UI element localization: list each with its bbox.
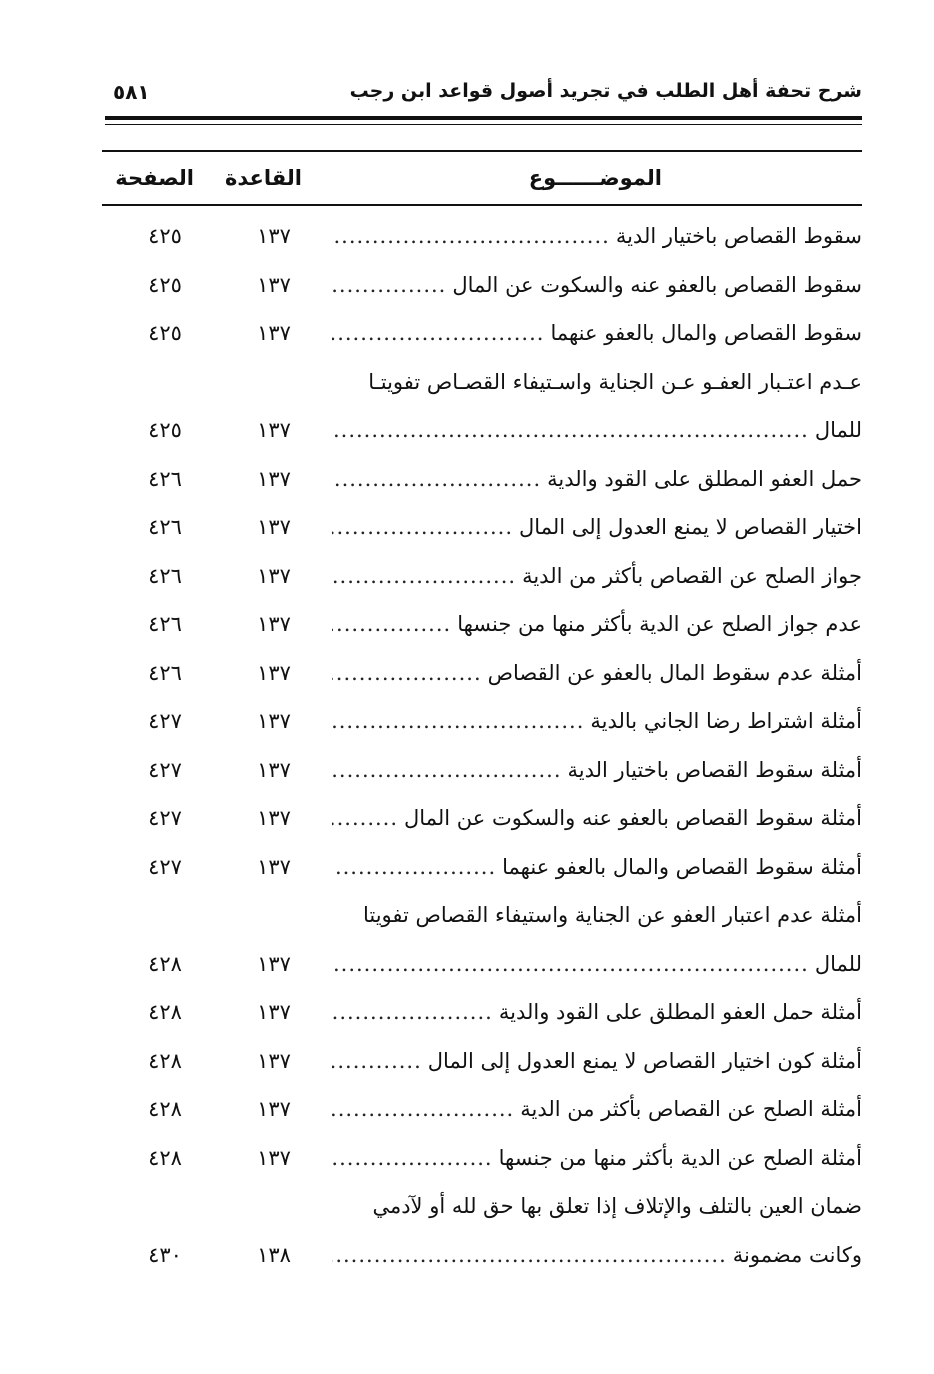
entry-rule-number: ١٣٧ (257, 1145, 291, 1170)
column-header-rule: القاعدة (225, 166, 302, 190)
entry-rule-number: ١٣٧ (257, 1097, 291, 1121)
entry-topic (332, 455, 862, 504)
entry-topic (332, 1134, 862, 1183)
entry-page-number: ٤٢٦ (148, 466, 182, 491)
entry-topic-text: سقوط القصاص بالعفو عنه والسكوت عن المال (452, 272, 862, 297)
dot-leader (332, 1037, 422, 1086)
entry-page-number: ٤٢٦ (148, 515, 182, 539)
dot-leader (332, 1134, 493, 1183)
index-entry (102, 1128, 862, 1177)
entry-page-number: ٤٢٨ (148, 1048, 182, 1073)
index-entry (102, 982, 862, 1031)
entry-rule-number: ١٣٧ (257, 466, 291, 491)
entry-topic-line2: وكانت مضمونة (732, 1242, 862, 1267)
header-rule-thick (105, 116, 862, 120)
entry-page-number: ٤٢٨ (148, 951, 182, 976)
entry-topic (332, 212, 862, 261)
book-title: شرح تحفة أهل الطلب في تجريد أصول قواعد ابن رجب (349, 80, 862, 102)
entry-topic-text: أمثلة حمل العفو المطلق على القود والدية (498, 1000, 862, 1024)
index-entry (102, 691, 862, 740)
entry-topic (332, 1085, 862, 1134)
index-entry (102, 788, 862, 837)
entry-topic-text: أمثلة سقوط القصاص والمال بالعفو عنهما (502, 854, 862, 879)
entry-page-number: ٤٢٨ (148, 1000, 182, 1024)
entry-topic-text: سقوط القصاص باختيار الدية (615, 224, 862, 248)
entry-page-number: ٤٢٨ (148, 1097, 182, 1121)
entry-page-number: ٤٢٨ (148, 1145, 182, 1170)
entry-rule-number: ١٣٧ (257, 951, 291, 976)
entry-page-number: ٤٢٧ (148, 757, 182, 782)
dot-leader (332, 843, 496, 892)
index-entry (102, 206, 862, 255)
entry-topic-text: عدم جواز الصلح عن الدية بأكثر منها من جنسها (457, 612, 862, 636)
entry-rule-number: ١٣٧ (257, 418, 291, 442)
entry-topic-text: أمثلة اشتراط رضا الجاني بالدية (590, 709, 862, 733)
entry-page-number: ٤٢٦ (148, 563, 182, 588)
entry-topic-text: أمثلة الصلح عن الدية بأكثر منها من جنسها (498, 1145, 862, 1170)
entry-topic-text: أمثلة عدم سقوط المال بالعفو عن القصاص (487, 660, 862, 685)
entry-page-number: ٤٢٦ (148, 612, 182, 636)
index-entry (102, 255, 862, 304)
entry-topic (332, 746, 862, 795)
entry-topic (332, 552, 862, 601)
entry-topic-line2: للمال (814, 951, 862, 976)
entry-rule-number: ١٣٧ (257, 224, 291, 248)
index-entry (102, 303, 862, 352)
dot-leader (332, 503, 513, 552)
index-entries (102, 206, 862, 1273)
entry-page-number: ٤٢٥ (148, 224, 182, 248)
entry-rule-number: ١٣٧ (257, 1048, 291, 1073)
entry-page-number: ٤٣٠ (148, 1242, 182, 1267)
entry-page-number: ٤٢٦ (148, 660, 182, 685)
entry-topic-text: أمثلة سقوط القصاص بالعفو عنه والسكوت عن المال (404, 806, 862, 830)
dot-leader (332, 552, 516, 601)
index-entry (102, 1031, 862, 1080)
running-header (105, 80, 862, 114)
dot-leader (332, 406, 809, 455)
entry-topic-text: حمل العفو المطلق على القود والدية (547, 466, 862, 491)
index-entry (102, 740, 862, 789)
entry-page-number: ٤٢٧ (148, 806, 182, 830)
entry-rule-number: ١٣٨ (257, 1242, 291, 1267)
entry-rule-number: ١٣٧ (257, 321, 291, 345)
dot-leader (332, 1085, 514, 1134)
index-entry (102, 449, 862, 498)
dot-leader (332, 649, 482, 698)
entry-rule-number: ١٣٧ (257, 1000, 291, 1024)
entry-page-number: ٤٢٧ (148, 854, 182, 879)
entry-topic (332, 309, 862, 358)
entry-rule-number: ١٣٧ (257, 515, 291, 539)
dot-leader (332, 309, 544, 358)
dot-leader (332, 261, 446, 310)
column-header-topic: الموضــــــوع (528, 166, 662, 190)
entry-topic (332, 358, 862, 455)
dot-leader (332, 988, 493, 1037)
index-entry (102, 643, 862, 692)
index-entry (102, 352, 862, 449)
entry-page-number: ٤٢٥ (148, 321, 182, 345)
entry-rule-number: ١٣٧ (257, 612, 291, 636)
entry-topic (332, 988, 862, 1037)
entry-topic (332, 697, 862, 746)
entry-topic (332, 891, 862, 988)
entry-topic-text: اختيار القصاص لا يمنع العدول إلى المال (519, 515, 862, 539)
entry-rule-number: ١٣٧ (257, 272, 291, 297)
entry-topic (332, 1037, 862, 1086)
dot-leader (332, 794, 398, 843)
dot-leader (332, 697, 584, 746)
dot-leader (332, 1231, 727, 1280)
column-header-row (102, 150, 862, 206)
entry-topic-line2: للمال (814, 418, 862, 442)
entry-topic-text: سقوط القصاص والمال بالعفو عنهما (550, 321, 862, 345)
entry-rule-number: ١٣٧ (257, 806, 291, 830)
page-number: ٥٨١ (113, 80, 150, 104)
entry-topic (332, 600, 862, 649)
entry-rule-number: ١٣٧ (257, 854, 291, 879)
entry-page-number: ٤٢٧ (148, 709, 182, 733)
entry-topic-text: أمثلة كون اختيار القصاص لا يمنع العدول إلى المال (427, 1048, 862, 1073)
entry-topic-line1: عـدم اعتـبار العفـو عـن الجناية واسـتيفاء القصـاص تفويتـا (368, 369, 862, 394)
entry-rule-number: ١٣٧ (257, 709, 291, 733)
column-header-page: الصفحة (115, 166, 194, 190)
entry-topic (332, 843, 862, 892)
dot-leader (332, 940, 809, 989)
index-entry (102, 546, 862, 595)
entry-topic-line1: ضمان العين بالتلف والإتلاف إذا تعلق بها حق لله أو لآدمي (372, 1194, 862, 1218)
entry-topic-text: أمثلة سقوط القصاص باختيار الدية (567, 757, 862, 782)
entry-topic (332, 261, 862, 310)
dot-leader (332, 212, 610, 261)
entry-rule-number: ١٣٧ (257, 563, 291, 588)
entry-topic (332, 503, 862, 552)
dot-leader (332, 455, 541, 504)
index-entry (102, 837, 862, 886)
entry-page-number: ٤٢٥ (148, 272, 182, 297)
index-entry (102, 594, 862, 643)
index-entry (102, 1079, 862, 1128)
index-entry (102, 497, 862, 546)
header-rule-thin (105, 124, 862, 125)
entry-page-number: ٤٢٥ (148, 418, 182, 442)
entry-topic (332, 1182, 862, 1279)
dot-leader (332, 600, 451, 649)
entry-rule-number: ١٣٧ (257, 757, 291, 782)
entry-topic-text: جواز الصلح عن القصاص بأكثر من الدية (522, 563, 862, 588)
entry-rule-number: ١٣٧ (257, 660, 291, 685)
entry-topic (332, 649, 862, 698)
entry-topic-text: أمثلة الصلح عن القصاص بأكثر من الدية (520, 1097, 862, 1121)
entry-topic (332, 794, 862, 843)
index-entry (102, 885, 862, 982)
index-entry (102, 1176, 862, 1273)
dot-leader (332, 746, 562, 795)
entry-topic-line1: أمثلة عدم اعتبار العفو عن الجناية واستيفاء القصاص تفويتا (362, 903, 862, 927)
